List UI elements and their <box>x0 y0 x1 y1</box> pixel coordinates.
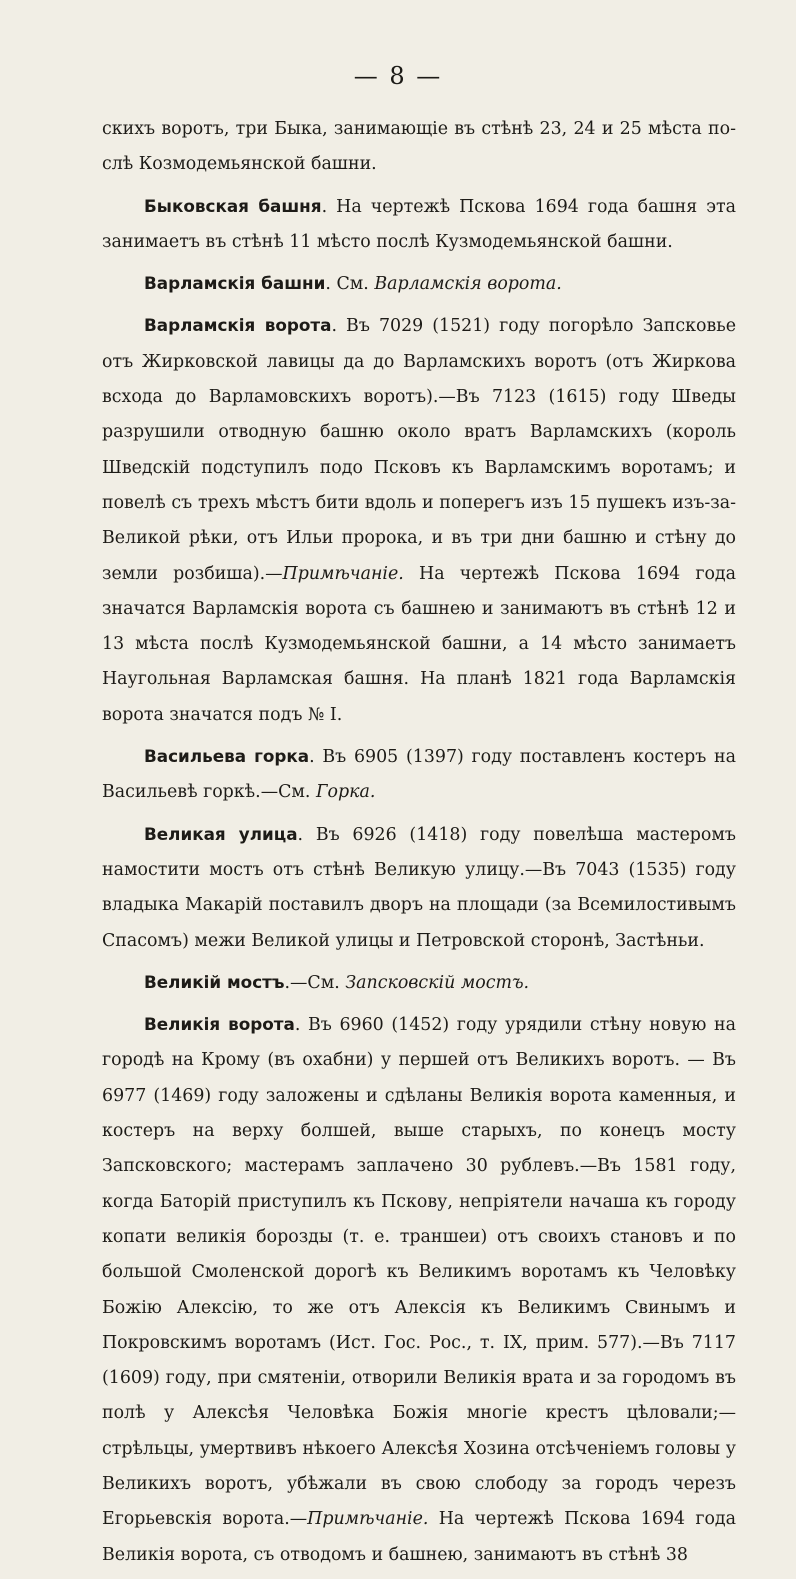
entry-text: . Въ 6905 (1397) году поставленъ костеръ на Васильевѣ горкѣ.—См. <box>102 747 736 803</box>
entry-text: . Въ 6926 (1418) году повелѣша мастеромъ намостити мостъ отъ стѣнѣ Великую улицу.—Въ 7043 (1535) году владыка Макарій поставилъ дворъ на площади (за Всемилостивымъ Спасомъ) межи Великой улицы и Петровской сторонѣ, Застѣньи. <box>102 824 736 951</box>
entry-term: Великія ворота <box>144 1014 295 1035</box>
entry-term: Великая улица <box>144 823 298 844</box>
paragraph-text: скихъ воротъ, три Быка, занимающіе въ стѣнѣ 23, 24 и 25 мѣста по-слѣ Козмодемьянской башни. <box>102 119 736 175</box>
page-number: — 8 — <box>353 62 443 90</box>
entry-reference: Горка. <box>315 782 376 803</box>
entry-text: .—См. <box>284 972 346 993</box>
entry-bykovskaya-bashnya <box>102 189 736 261</box>
paragraph-continuation <box>102 112 736 183</box>
entry-term: Быковская башня <box>144 195 322 216</box>
entry-text: . На чертежѣ Пскова 1694 года башня эта занимаетъ въ стѣнѣ 11 мѣсто послѣ Кузмодемьянской башни. <box>102 196 737 252</box>
entry-velikiy-most <box>102 965 736 1001</box>
entry-vasilyeva-gorka <box>102 739 736 811</box>
entry-term: Варламскія башни <box>144 273 326 294</box>
entry-text-after: На чертежѣ Пскова 1694 года значатся Варламскія ворота съ башнею и занимаютъ въ стѣнѣ 12 и 13 мѣста послѣ Кузмодемьянской башни, а 14 мѣсто занимаетъ Наугольная Варламская башня. На планѣ 1821 года Варламскія ворота значатся подъ № I. <box>102 563 736 725</box>
entry-velikiya-vorota <box>102 1007 736 1573</box>
entry-text: . Въ 7029 (1521) году погорѣло Запсковье отъ Жирковской лавицы да до Варламскихъ воротъ (отъ Жиркова всхода до Варламовскихъ воротъ).—Въ 7123 (1615) году Шведы разрушили отводную башню около вратъ Варламскихъ (король Шведскій подступилъ подо Псковъ къ Варламскимъ воротамъ; и повелѣ съ трехъ мѣстъ бити вдоль и поперегъ изъ 15 пушекъ изъ-за-Великой рѣки, отъ Ильи пророка, и въ три дни башню и стѣну до земли розбиша).— <box>102 316 737 584</box>
entry-text: . Въ 6960 (1452) году урядили стѣну новую на городѣ на Крому (въ охабни) у першей отъ Великихъ воротъ. — Въ 6977 (1469) году заложены и сдѣланы Великія ворота каменныя, и костеръ на верху болшей, выше старыхъ, по конецъ мосту Запсковского; мастерамъ заплачено 30 рублевъ.—Въ 1581 году, когда Баторій приступилъ къ Пскову, непріятели начаша къ городу копати великія борозды (т. е. траншеи) отъ своихъ становъ и по большой Смоленской дорогѣ къ Великимъ воротамъ къ Человѣку Божію Алексію, то же отъ Алексія къ Великимъ Свинымъ и Покровскимъ воротамъ (Ист. Гос. Рос., т. IX, прим. 577).—Въ 7117 (1609) году, при смятеніи, отворили Великія врата и за городомъ въ полѣ у Алексѣя Человѣка Божія многіе крестъ цѣловали;—стрѣльцы, умертвивъ нѣкоего Алексѣя Хозина отсѣченіемъ головы у Великихъ воротъ, убѣжали въ свою слободу за городъ черезъ Егорьевскія ворота.— <box>102 1015 736 1530</box>
entry-term: Варламскія ворота <box>144 315 332 336</box>
text-body <box>102 112 736 1579</box>
entry-varlamskiya-bashni <box>102 266 736 302</box>
entry-reference: Запсковскій мостъ. <box>345 972 530 993</box>
entry-text-after: На чертежѣ Пскова 1694 года Великія ворота, съ отводомъ и башнею, занимаютъ въ стѣнѣ 38 <box>102 1509 737 1565</box>
entry-velikaya-ulitsa <box>102 817 736 959</box>
entry-reference: Варламскія ворота. <box>374 274 562 295</box>
entry-note-label: Примѣчаніе. <box>282 563 404 584</box>
entry-text: . См. <box>325 274 375 295</box>
entry-note-label: Примѣчаніе. <box>307 1509 429 1530</box>
entry-term: Васильева горка <box>144 746 310 767</box>
entry-varlamskiya-vorota <box>102 308 736 733</box>
entry-term: Великій мостъ <box>144 971 285 992</box>
